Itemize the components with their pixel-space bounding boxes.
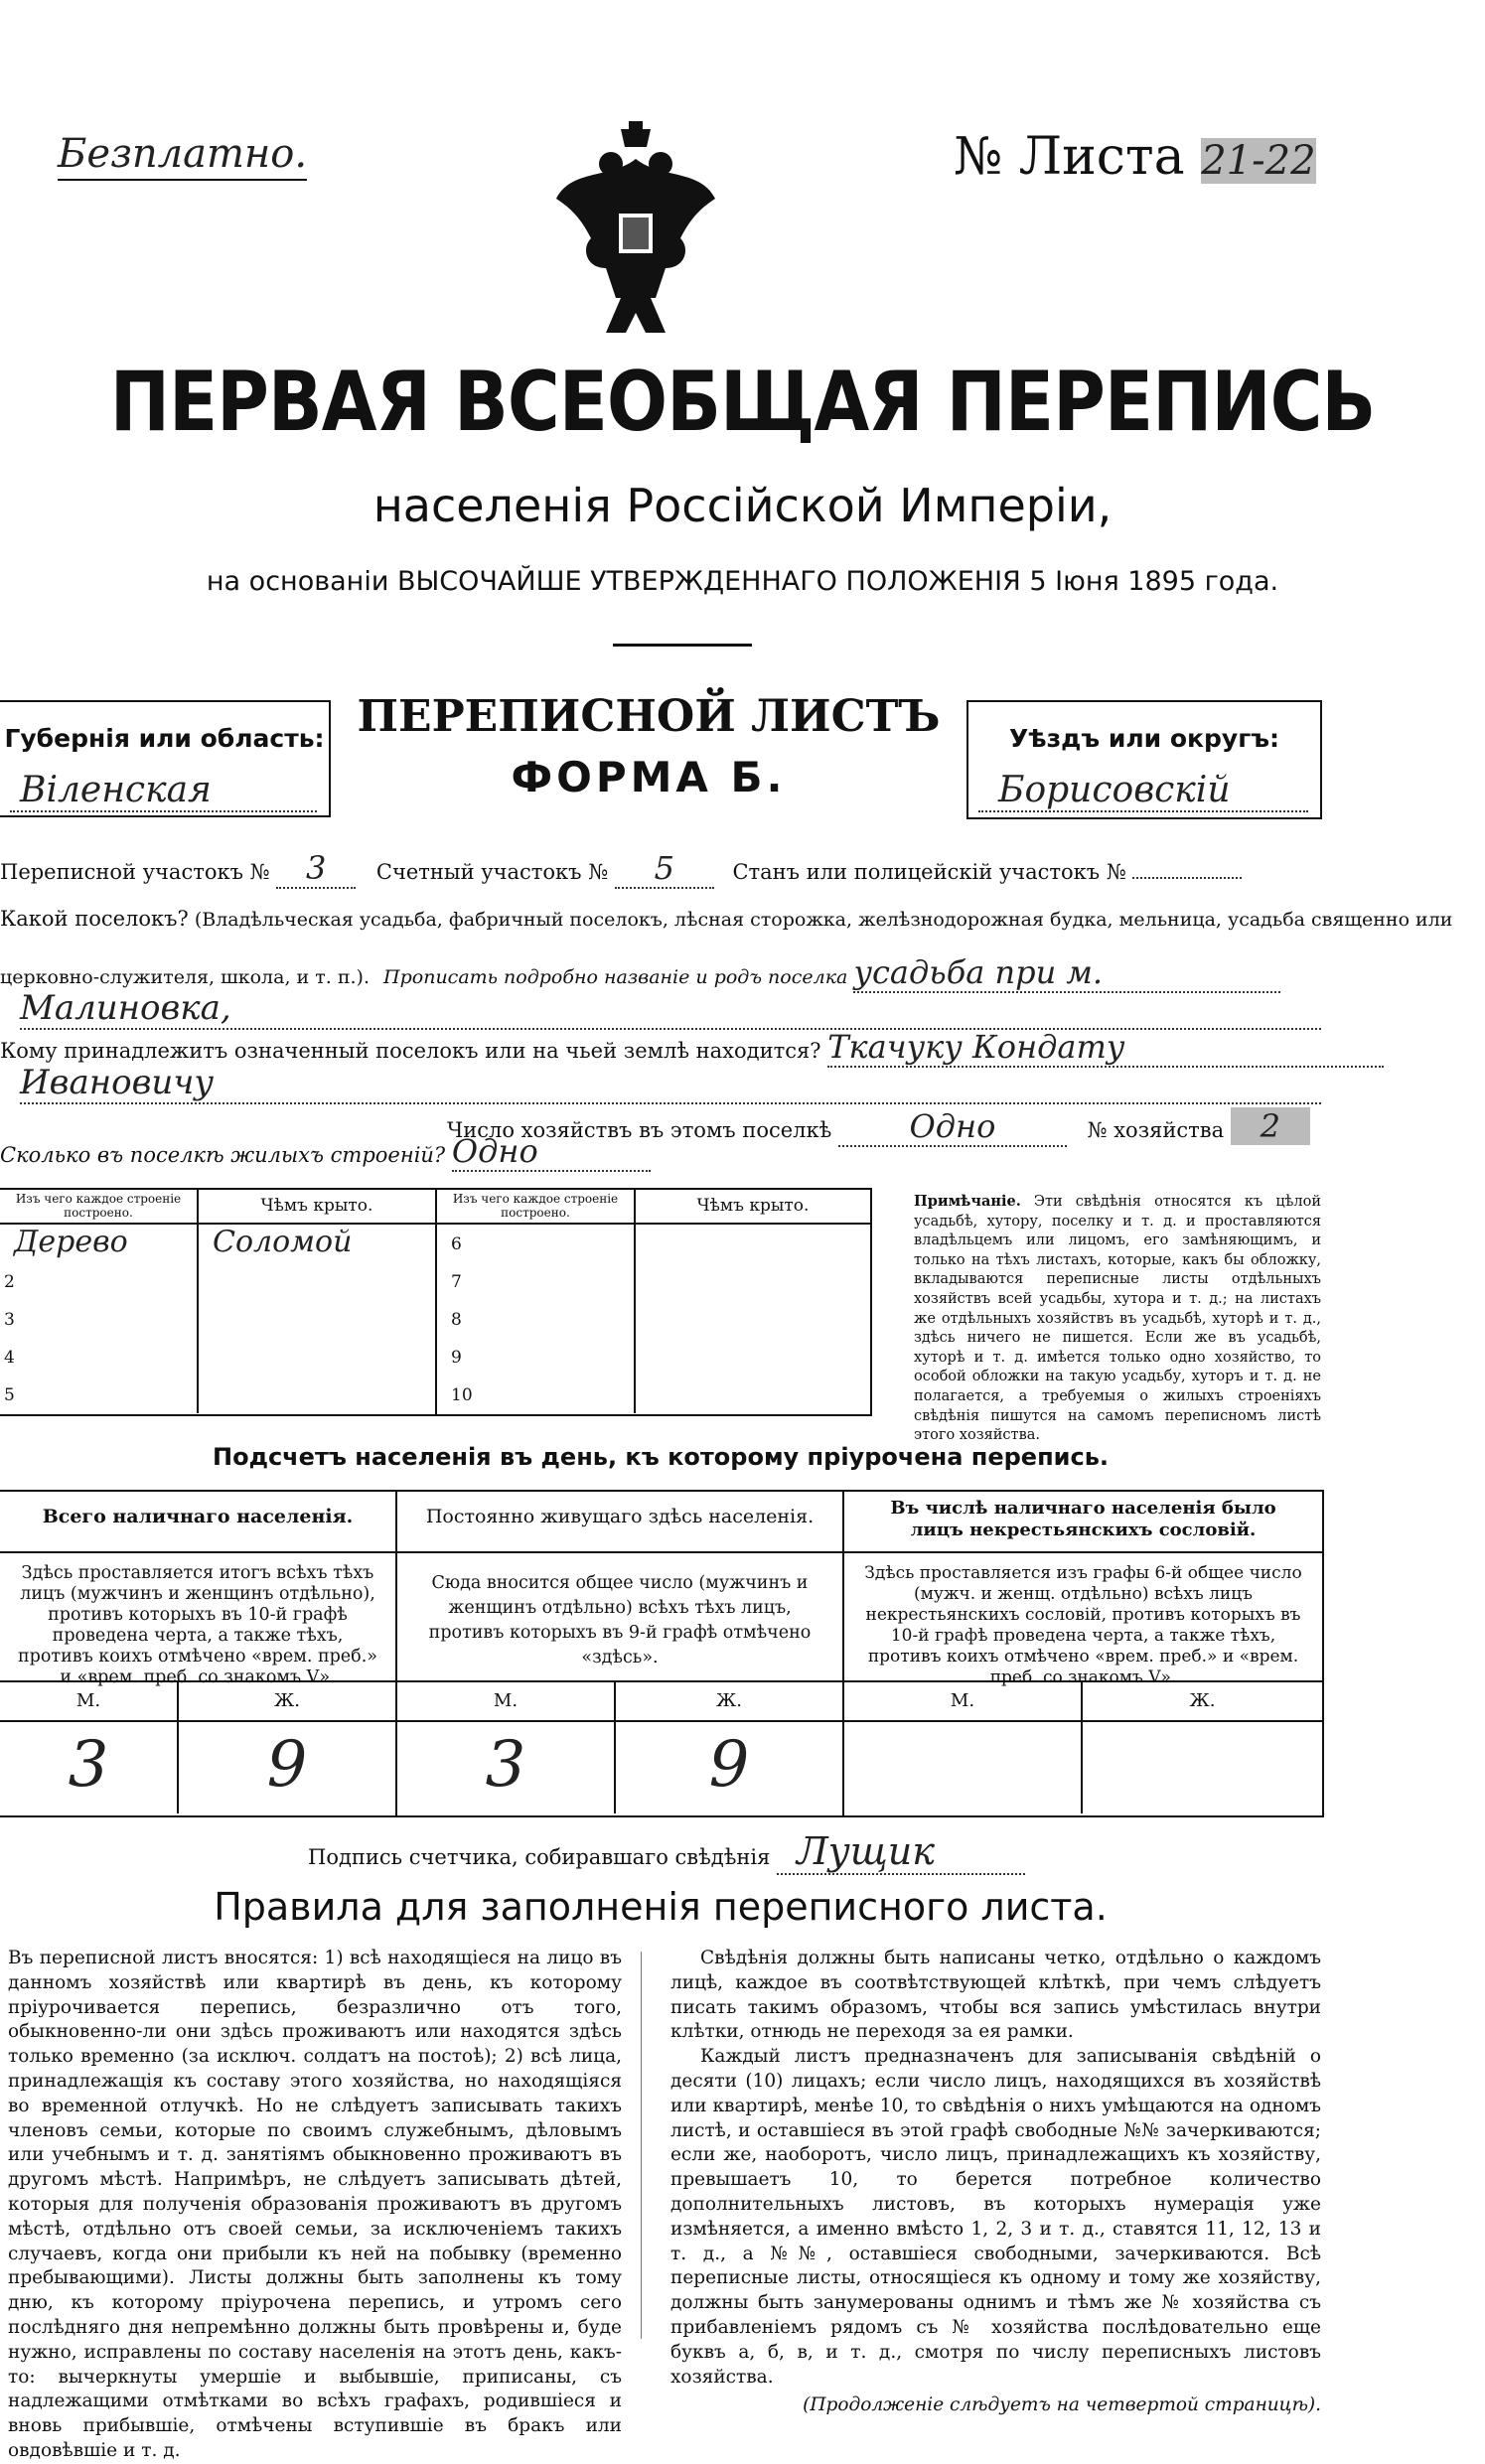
right-roof-cell bbox=[636, 1338, 870, 1376]
gubernia-box bbox=[0, 700, 331, 817]
right-material-cell bbox=[437, 1225, 636, 1262]
settlement-label: Какой поселокъ? bbox=[0, 907, 189, 931]
col-roof-header-2: Чѣмъ крыто. bbox=[696, 1196, 810, 1216]
owner-label: Кому принадлежитъ означенный поселокъ или на чьей землѣ находится? bbox=[0, 1039, 821, 1063]
census-basis: на основаніи ВЫСОЧАЙШЕ УТВЕРЖДЕННАГО ПОЛОЖЕНІЯ 5 Іюня 1895 года. bbox=[206, 566, 1279, 597]
settlement-hint: (Владѣльческая усадьба, фабричный поселокъ, лѣсная сторожка, желѣзнодорожная будка, мельница, усадьба священно или bbox=[194, 909, 1453, 931]
left-row-number: 3 bbox=[4, 1310, 15, 1330]
col2-m-header: М. bbox=[397, 1682, 616, 1720]
note bbox=[914, 1192, 1321, 1446]
sheet-number bbox=[954, 127, 1316, 187]
right-row bbox=[437, 1262, 870, 1300]
census-district-row bbox=[0, 849, 1331, 889]
settlement-hint-3: Прописать подробно названіе и родъ поселка bbox=[383, 966, 848, 988]
col2-f-header: Ж. bbox=[716, 1690, 742, 1711]
household-no-label: № хозяйства bbox=[1087, 1118, 1225, 1142]
buildings-value: Одно bbox=[452, 1132, 651, 1172]
left-material-value: Дерево bbox=[14, 1225, 128, 1259]
buildings-row bbox=[0, 1132, 695, 1172]
right-row-number: 8 bbox=[451, 1310, 462, 1330]
left-row bbox=[0, 1300, 435, 1338]
right-row-number: 9 bbox=[451, 1348, 462, 1368]
count-table bbox=[0, 1490, 1324, 1817]
col1-f-value: 9 bbox=[266, 1728, 308, 1802]
right-roof-cell bbox=[636, 1300, 870, 1338]
settlement-value-1: усадьба при м. bbox=[853, 953, 1280, 993]
col2-m-value: 3 bbox=[397, 1722, 616, 1813]
uezd-label: Уѣздъ или округъ: bbox=[1008, 724, 1280, 753]
left-row bbox=[0, 1338, 435, 1376]
stan-label: Станъ или полицейскій участокъ № bbox=[732, 860, 1126, 884]
imperial-eagle-emblem bbox=[551, 119, 720, 338]
col-material-header: Изъ чего каждое строеніе построено. bbox=[0, 1190, 199, 1223]
left-material-cell bbox=[0, 1262, 199, 1300]
owner-value-2: Ивановичу bbox=[20, 1063, 1321, 1104]
gubernia-label: Губернія или область: bbox=[4, 724, 325, 753]
buildings-label: Сколько въ поселкѣ жилыхъ строеній? bbox=[0, 1143, 446, 1167]
census-subtitle: населенія Россійской Имперіи, bbox=[372, 479, 1113, 532]
right-row bbox=[437, 1225, 870, 1262]
title-divider bbox=[613, 644, 752, 647]
rules-continue: (Продолженіе слѣдуетъ на четвертой страницѣ). bbox=[803, 2394, 1321, 2416]
households-value: Одно bbox=[838, 1107, 1067, 1147]
col2-title: Постоянно живущаго здѣсь населенія. bbox=[397, 1492, 842, 1553]
rules-right-column bbox=[670, 1947, 1321, 2418]
rules-column-divider bbox=[641, 1952, 642, 2339]
col2-f-value: 9 bbox=[708, 1728, 750, 1802]
left-row-number: 5 bbox=[4, 1385, 15, 1405]
left-row bbox=[0, 1376, 435, 1413]
col1-f-header: Ж. bbox=[274, 1690, 300, 1711]
form-type: ФОРМА Б. bbox=[511, 753, 787, 801]
right-row bbox=[437, 1376, 870, 1413]
left-material-cell bbox=[0, 1225, 199, 1262]
settlement-row bbox=[0, 907, 1453, 931]
right-roof-cell bbox=[636, 1262, 870, 1300]
col1-text: Здѣсь проставляется итогъ всѣхъ тѣхъ лицъ (мужчинъ и женщинъ отдѣльно), противъ которыхъ въ 10-й графѣ проведена черта, а также тѣхъ, противъ коихъ отмѣчено «врем. преб.» и «врем. преб. со знакомъ V». bbox=[0, 1553, 395, 1682]
settlement-row-2 bbox=[0, 953, 1321, 993]
settlement-value-2: Малиновка, bbox=[20, 988, 1321, 1030]
col3-m-header: М. bbox=[844, 1682, 1083, 1720]
note-title: Примѣчаніе. bbox=[914, 1193, 1021, 1210]
left-roof-value: Соломой bbox=[213, 1225, 353, 1259]
col-material-header-2: Изъ чего каждое строеніе построено. bbox=[437, 1190, 636, 1223]
col3-f-value bbox=[1083, 1722, 1322, 1813]
right-row bbox=[437, 1300, 870, 1338]
count-heading: Подсчетъ населенія въ день, къ которому пріурочена перепись. bbox=[213, 1443, 1109, 1471]
rules-right-para-1: Свѣдѣнія должны быть написаны четко, отдѣльно о каждомъ лицѣ, каждое въ соотвѣтствующей клѣткѣ, при чемъ слѣдуетъ писать такимъ образомъ, чтобы вся запись умѣстилась внутри клѣтки, отнюдь не переходя за ея рамки. bbox=[670, 1948, 1321, 2043]
buildings-left-rows bbox=[0, 1225, 435, 1413]
col1-m-header: М. bbox=[0, 1682, 179, 1720]
buildings-table-right bbox=[437, 1188, 872, 1416]
right-roof-cell bbox=[636, 1225, 870, 1262]
col-roof-header: Чѣмъ крыто. bbox=[260, 1196, 373, 1216]
owner-row bbox=[0, 1028, 1321, 1068]
buildings-table-left bbox=[0, 1188, 437, 1416]
left-material-cell bbox=[0, 1338, 199, 1376]
col1-m-value: 3 bbox=[0, 1722, 179, 1813]
left-material-cell bbox=[0, 1376, 199, 1413]
counting-district-value: 5 bbox=[615, 849, 714, 889]
left-row-number: 2 bbox=[4, 1272, 15, 1292]
left-roof-cell bbox=[199, 1376, 435, 1413]
uezd-box bbox=[966, 700, 1322, 819]
right-row-number: 6 bbox=[451, 1234, 462, 1254]
rules-right-para-2: Каждый листъ предназначенъ для записыванія свѣдѣній о десяти (10) лицахъ; если число лицъ, находящихся въ хозяйствѣ или квартирѣ, менѣе 10, то свѣдѣнія о нихъ умѣщаются на одномъ листѣ, и оставшіеся въ этой графѣ свободные №№ зачеркиваются; если же, наоборотъ, число лицъ, принадлежащихъ къ хозяйству, превышаетъ 10, то берется потребное количество дополнительныхъ листовъ, въ которыхъ нумерація уже измѣняется, а именно вмѣсто 1, 2, 3 и т. д., ставятся 11, 12, 13 и т. д., а №№, оставшіеся свободными, зачеркиваются. Всѣ переписные листы, относящіеся къ одному и тому же хозяйству, должны быть занумерованы однимъ и тѣмъ же № хозяйства съ прибавленіемъ рядомъ съ № хозяйства послѣдовательно еще буквъ а, б, в, и т. д., смотря по числу переписныхъ листовъ хозяйства. bbox=[670, 2046, 1321, 2388]
rules-heading: Правила для заполненія переписного листа. bbox=[214, 1885, 1108, 1929]
right-material-cell bbox=[437, 1338, 636, 1376]
left-material-cell bbox=[0, 1300, 199, 1338]
owner-value-1: Ткачуку Кондату bbox=[827, 1028, 1384, 1068]
household-no-value: 2 bbox=[1231, 1107, 1310, 1145]
signature-label: Подпись счетчика, собиравшаго свѣдѣнія bbox=[308, 1845, 771, 1869]
settlement-hint-2: церковно-служителя, школа, и т. п.). bbox=[0, 966, 370, 988]
right-row-number: 10 bbox=[451, 1385, 473, 1405]
form-name: ПЕРЕПИСНОЙ ЛИСТЪ bbox=[357, 691, 941, 742]
census-district-value: 3 bbox=[276, 849, 356, 889]
right-material-cell bbox=[437, 1300, 636, 1338]
col3-title: Въ числѣ наличнаго населенія было лицъ некрестьянскихъ сословій. bbox=[844, 1492, 1322, 1553]
col3-f-header: Ж. bbox=[1189, 1690, 1216, 1711]
col3-text: Здѣсь проставляется изъ графы 6-й общее число (мужч. и женщ. отдѣльно) всѣхъ лицъ некрестьянскихъ сословій, противъ которыхъ въ 10-й графѣ проведена черта, а также тѣхъ, противъ коихъ отмѣчено «врем. преб.» и «врем. преб. со знакомъ V». bbox=[844, 1553, 1322, 1682]
gubernia-value: Віленская bbox=[10, 770, 317, 812]
right-roof-cell bbox=[636, 1376, 870, 1413]
uezd-value: Борисовскій bbox=[978, 770, 1308, 812]
households-label: Число хозяйствъ въ этомъ поселкѣ bbox=[447, 1118, 832, 1142]
signature-row bbox=[308, 1829, 1025, 1875]
sheet-number-label: № Листа bbox=[954, 127, 1185, 187]
right-material-cell bbox=[437, 1262, 636, 1300]
col3-m-value bbox=[844, 1722, 1083, 1813]
left-roof-cell bbox=[199, 1338, 435, 1376]
sheet-number-value: 21-22 bbox=[1201, 138, 1316, 184]
counting-district-label: Счетный участокъ № bbox=[375, 860, 609, 884]
left-row bbox=[0, 1262, 435, 1300]
buildings-right-rows bbox=[437, 1225, 870, 1413]
stan-value bbox=[1132, 877, 1242, 879]
signature-value: Лущик bbox=[777, 1829, 1025, 1875]
left-roof-cell bbox=[199, 1300, 435, 1338]
right-material-cell bbox=[437, 1376, 636, 1413]
census-district-label: Переписной участокъ № bbox=[0, 860, 270, 884]
left-roof-cell bbox=[199, 1225, 435, 1262]
right-row-number: 7 bbox=[451, 1272, 462, 1292]
left-row bbox=[0, 1225, 435, 1262]
free-of-charge-label: Безплатно. bbox=[58, 131, 307, 181]
rules-left-column: Въ переписной листъ вносятся: 1) всѣ находящіеся на лицо въ данномъ хозяйствѣ или квартирѣ въ день, къ которому пріурочивается перепись, безразлично отъ того, обыкновенно-ли они здѣсь проживаютъ или находятся здѣсь только временно (за исключ. солдатъ на постоѣ); 2) всѣ лица, принадлежащія къ составу этого хозяйства, но находящіяся во временной отлучкѣ. Но не слѣдуетъ записывать такихъ членовъ семьи, которые по своимъ служебнымъ, дѣловымъ или учебнымъ и т. д. занятіямъ обыкновенно проживаютъ въ другомъ мѣстѣ. Напримѣръ, не слѣдуетъ записывать дѣтей, которыя для полученія образованія проживаютъ въ другомъ мѣстѣ, отдѣльно отъ своей семьи, за исключеніемъ такихъ случаевъ, когда они прибыли къ ней на побывку (временно пребывающими). Листы должны быть заполнены къ тому дню, къ которому пріурочена перепись, и утромъ сего послѣдняго дня непремѣнно должны быть провѣрены и, буде нужно, исправлены по составу населенія на этотъ день, какъ-то: вычеркнуты умершіе и выбывшіе, приписаны, съ надлежащими отмѣтками во всѣхъ графахъ, родившіеся и вновь прибывшіе, отмѣчены вступившіе въ бракъ или овдовѣвшіе и т. д. bbox=[8, 1948, 622, 2461]
left-roof-cell bbox=[199, 1262, 435, 1300]
note-text: Эти свѣдѣнія относятся къ цѣлой усадьбѣ, хутору, поселку и т. д. и проставляются владѣльцемъ или лицомъ, его замѣняющимъ, и только на тѣхъ листахъ, которые, какъ бы обложку, вкладываются переписные листы отдѣльныхъ хозяйствъ всей усадьбы, хутора и т. д.; на листахъ же отдѣльныхъ хозяйствъ въ усадьбѣ, хуторѣ и т. д., здѣсь ничего не пишется. Если же въ усадьбѣ, хуторѣ и т. д. имѣется только одно хозяйство, то особой обложки на такую усадьбу, хуторъ и т. д. не полагается, а требуемыя о жилыхъ строеніяхъ свѣдѣнія пишутся на самомъ переписномъ листѣ этого хозяйства. bbox=[914, 1194, 1321, 1444]
right-row bbox=[437, 1338, 870, 1376]
col2-text: Сюда вносится общее число (мужчинъ и женщинъ отдѣльно) всѣхъ тѣхъ лицъ, противъ которыхъ въ 9-й графѣ отмѣчено «здѣсь». bbox=[397, 1553, 842, 1682]
census-title: ПЕРВАЯ ВСЕОБЩАЯ ПЕРЕПИСЬ bbox=[109, 353, 1376, 450]
left-row-number: 4 bbox=[4, 1348, 15, 1368]
col1-title: Всего наличнаго населенія. bbox=[0, 1492, 395, 1553]
